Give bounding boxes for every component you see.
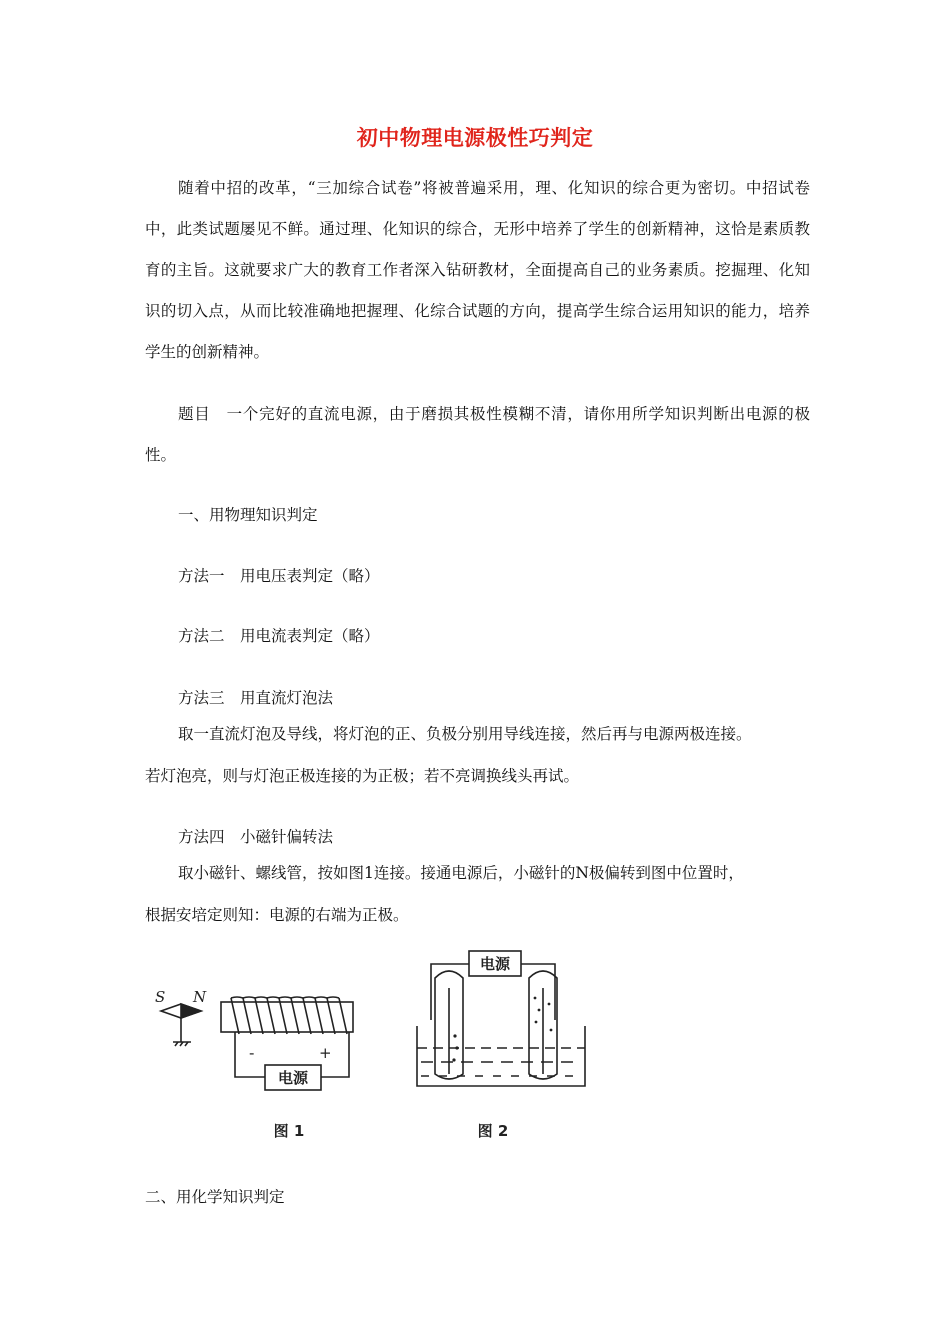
method-3-heading: 方法三 用直流灯泡法 <box>178 689 334 707</box>
compass-needle-icon <box>161 1004 201 1046</box>
intro-paragraph: 随着中招的改革，“三加综合试卷”将被普遍采用，理、化知识的综合更为密切。中招试卷中，此类试题屡见不鲜。通过理、化知识的综合，无形中培养了学生的创新精神，这恰是素质教育的主旨。这就要求广大的教育工作者深入钻研教材，全面提高自己的业务素质。挖掘理、化知识的切入点，从而比较准确地把握理、化综合试题的方向，提高学生综合运用知识的能力，培养学生的创新精神。 <box>145 179 810 361</box>
document-title: 初中物理电源极性巧判定 <box>356 125 594 150</box>
fig2-caption: 图 2 <box>477 1122 509 1140</box>
method-4-text-line-1: 取小磁针、螺线管，按如图1连接。接通电源后，小磁针的N极偏转到图中位置时， <box>178 864 744 882</box>
figures-svg <box>145 938 605 1148</box>
solenoid-icon <box>221 997 353 1034</box>
fig1-minus-sign: - <box>249 1044 255 1062</box>
fig1-label-n: N <box>193 988 207 1006</box>
method-2-heading: 方法二 用电流表判定（略） <box>178 627 380 645</box>
figures-block <box>145 938 605 1148</box>
fig1-power-label: 电源 <box>277 1069 309 1087</box>
fig2-power-label: 电源 <box>479 955 511 973</box>
method-4-text-line-2: 根据安培定则知：电源的右端为正极。 <box>145 906 409 924</box>
section-heading-chemistry: 二、用化学知识判定 <box>145 1188 285 1206</box>
method-1-heading: 方法一 用电压表判定（略） <box>178 567 380 585</box>
fig1-caption: 图 1 <box>273 1122 305 1140</box>
problem-paragraph: 题目 一个完好的直流电源，由于磨损其极性模糊不清，请你用所学知识判断出电源的极性。 <box>145 405 810 464</box>
section-heading-physics: 一、用物理知识判定 <box>178 506 318 524</box>
method-3-text-line-2: 若灯泡亮，则与灯泡正极连接的为正极；若不亮调换线头再试。 <box>145 767 580 785</box>
fig1-label-s: S <box>155 988 166 1006</box>
method-4-heading: 方法四 小磁针偏转法 <box>178 828 334 846</box>
method-3-text-line-1: 取一直流灯泡及导线，将灯泡的正、负极分别用导线连接，然后再与电源两极连接。 <box>178 725 752 743</box>
fig1-plus-sign: + <box>319 1044 332 1062</box>
